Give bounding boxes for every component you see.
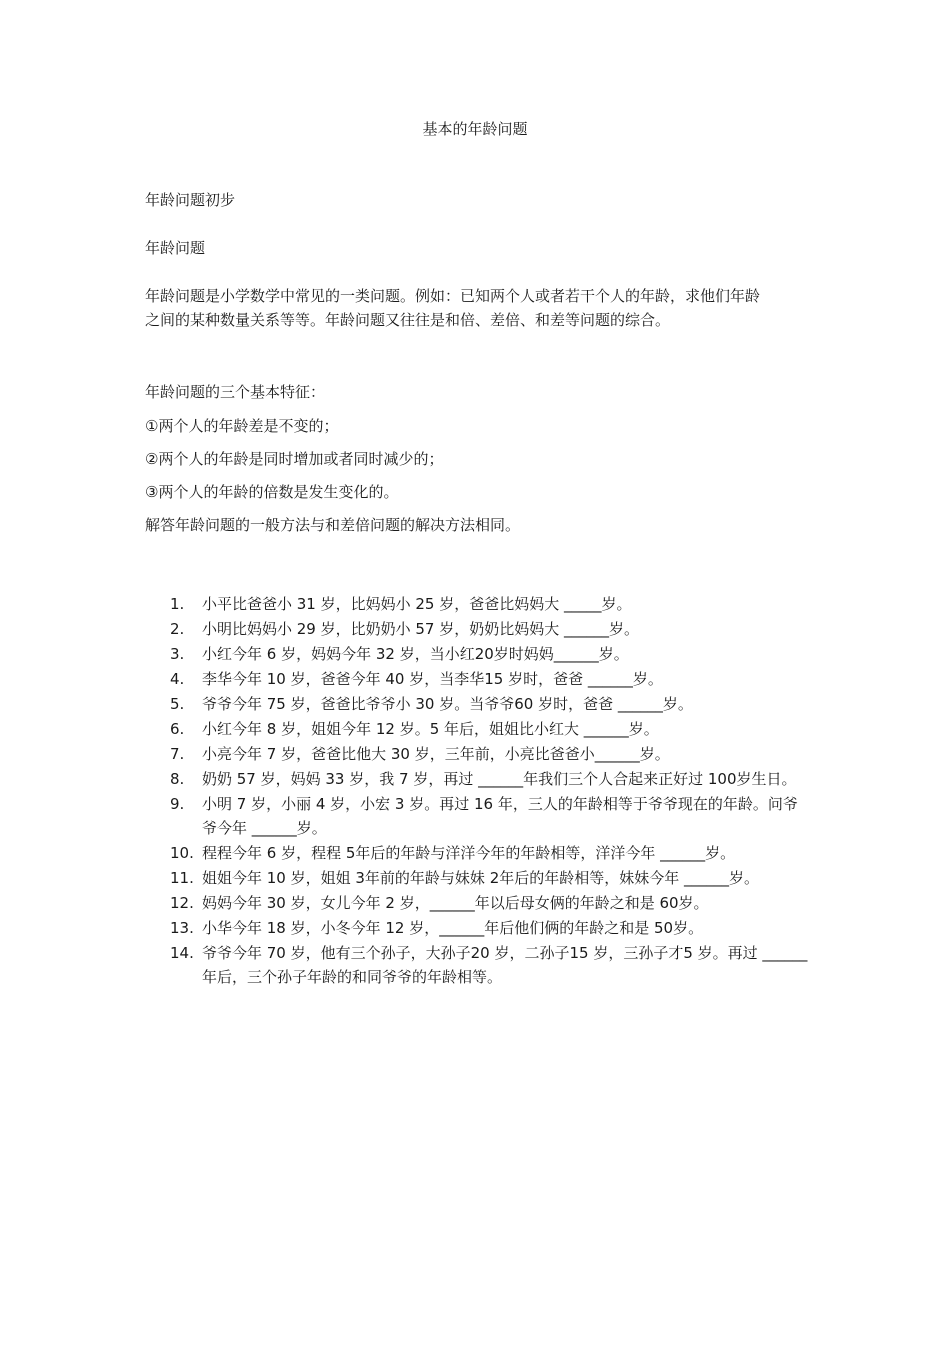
problem-text: 姐姐今年 10 岁，姐姐 3年前的年龄与妹妹 2年后的年龄相等，妹妹今年 ______岁。: [202, 869, 760, 887]
section-heading-1: 年龄问题初步: [145, 191, 236, 209]
problem-item: [170, 617, 810, 641]
problem-item: [170, 717, 810, 741]
problem-text: 爷爷今年 75 岁，爸爸比爷爷小 30 岁。当爷爷60 岁时，爸爸 ______岁。: [202, 695, 693, 713]
problem-number: 11.: [170, 869, 194, 887]
problem-text: 李华今年 10 岁，爸爸今年 40 岁，当李华15 岁时，爸爸 ______岁。: [202, 670, 663, 688]
problem-text: 妈妈今年 30 岁，女儿今年 2 岁，______年以后母女俩的年龄之和是 60岁。: [202, 894, 709, 912]
problem-item: [170, 792, 810, 840]
problem-item: [170, 642, 810, 666]
problem-item: [170, 841, 810, 865]
problem-text: 小明 7 岁，小丽 4 岁，小宏 3 岁。再过 16 年，三人的年龄相等于爷爷现在的年龄。问爷爷今年 ______岁。: [202, 795, 798, 837]
problem-number: 10.: [170, 844, 194, 862]
problem-text: 奶奶 57 岁，妈妈 33 岁，我 7 岁，再过 ______年我们三个人合起来正好过 100岁生日。: [202, 770, 797, 788]
page-title: 基本的年龄问题: [422, 120, 528, 138]
problem-text: 小平比爸爸小 31 岁，比妈妈小 25 岁，爸爸比妈妈大 _____岁。: [202, 595, 632, 613]
problem-text: 爷爷今年 70 岁，他有三个孙子，大孙子20 岁，二孙子15 岁，三孙子才5 岁。再过 ______年后，三个孙子年龄的和同爷爷的年龄相等。: [202, 944, 808, 986]
problem-number: 1.: [170, 595, 185, 613]
feature-item-3: ③两个人的年龄的倍数是发生变化的。: [145, 483, 399, 501]
problem-text: 小红今年 6 岁，妈妈今年 32 岁，当小红20岁时妈妈______岁。: [202, 645, 629, 663]
problem-number: 3.: [170, 645, 185, 663]
feature-item-1: ①两个人的年龄差是不变的；: [145, 417, 339, 435]
problem-number: 13.: [170, 919, 194, 937]
problem-number: 2.: [170, 620, 185, 638]
problem-number: 14.: [170, 944, 194, 962]
problem-text: 小红今年 8 岁，姐姐今年 12 岁。5 年后，姐姐比小红大 ______岁。: [202, 720, 659, 738]
problem-number: 4.: [170, 670, 185, 688]
problem-item: [170, 592, 810, 616]
problem-item: [170, 941, 810, 989]
problem-item: [170, 866, 810, 890]
section-heading-2: 年龄问题: [145, 239, 206, 257]
problem-number: 5.: [170, 695, 185, 713]
problem-number: 9.: [170, 795, 185, 813]
problem-number: 8.: [170, 770, 185, 788]
problem-item: [170, 767, 810, 791]
problem-item: [170, 891, 810, 915]
problem-text: 程程今年 6 岁，程程 5年后的年龄与洋洋今年的年龄相等，洋洋今年 ______岁。: [202, 844, 736, 862]
problem-number: 12.: [170, 894, 194, 912]
method-paragraph: 解答年龄问题的一般方法与和差倍问题的解决方法相同。: [145, 516, 521, 534]
problem-number: 7.: [170, 745, 185, 763]
intro-paragraph: 年龄问题是小学数学中常见的一类问题。例如：已知两个人或者若干个人的年龄，求他们年龄之间的某种数量关系等等。年龄问题又往往是和倍、差倍、和差等问题的综合。: [145, 287, 761, 329]
problem-item: [170, 667, 810, 691]
features-heading: 年龄问题的三个基本特征：: [145, 383, 326, 401]
problem-list: [170, 592, 810, 990]
problem-text: 小华今年 18 岁，小冬今年 12 岁，______年后他们俩的年龄之和是 50岁。: [202, 919, 704, 937]
problem-item: [170, 916, 810, 940]
problem-text: 小亮今年 7 岁，爸爸比他大 30 岁，三年前，小亮比爸爸小______岁。: [202, 745, 670, 763]
problem-text: 小明比妈妈小 29 岁，比奶奶小 57 岁，奶奶比妈妈大 ______岁。: [202, 620, 640, 638]
problem-number: 6.: [170, 720, 185, 738]
problem-item: [170, 692, 810, 716]
problem-item: [170, 742, 810, 766]
feature-item-2: ②两个人的年龄是同时增加或者同时减少的；: [145, 450, 444, 468]
